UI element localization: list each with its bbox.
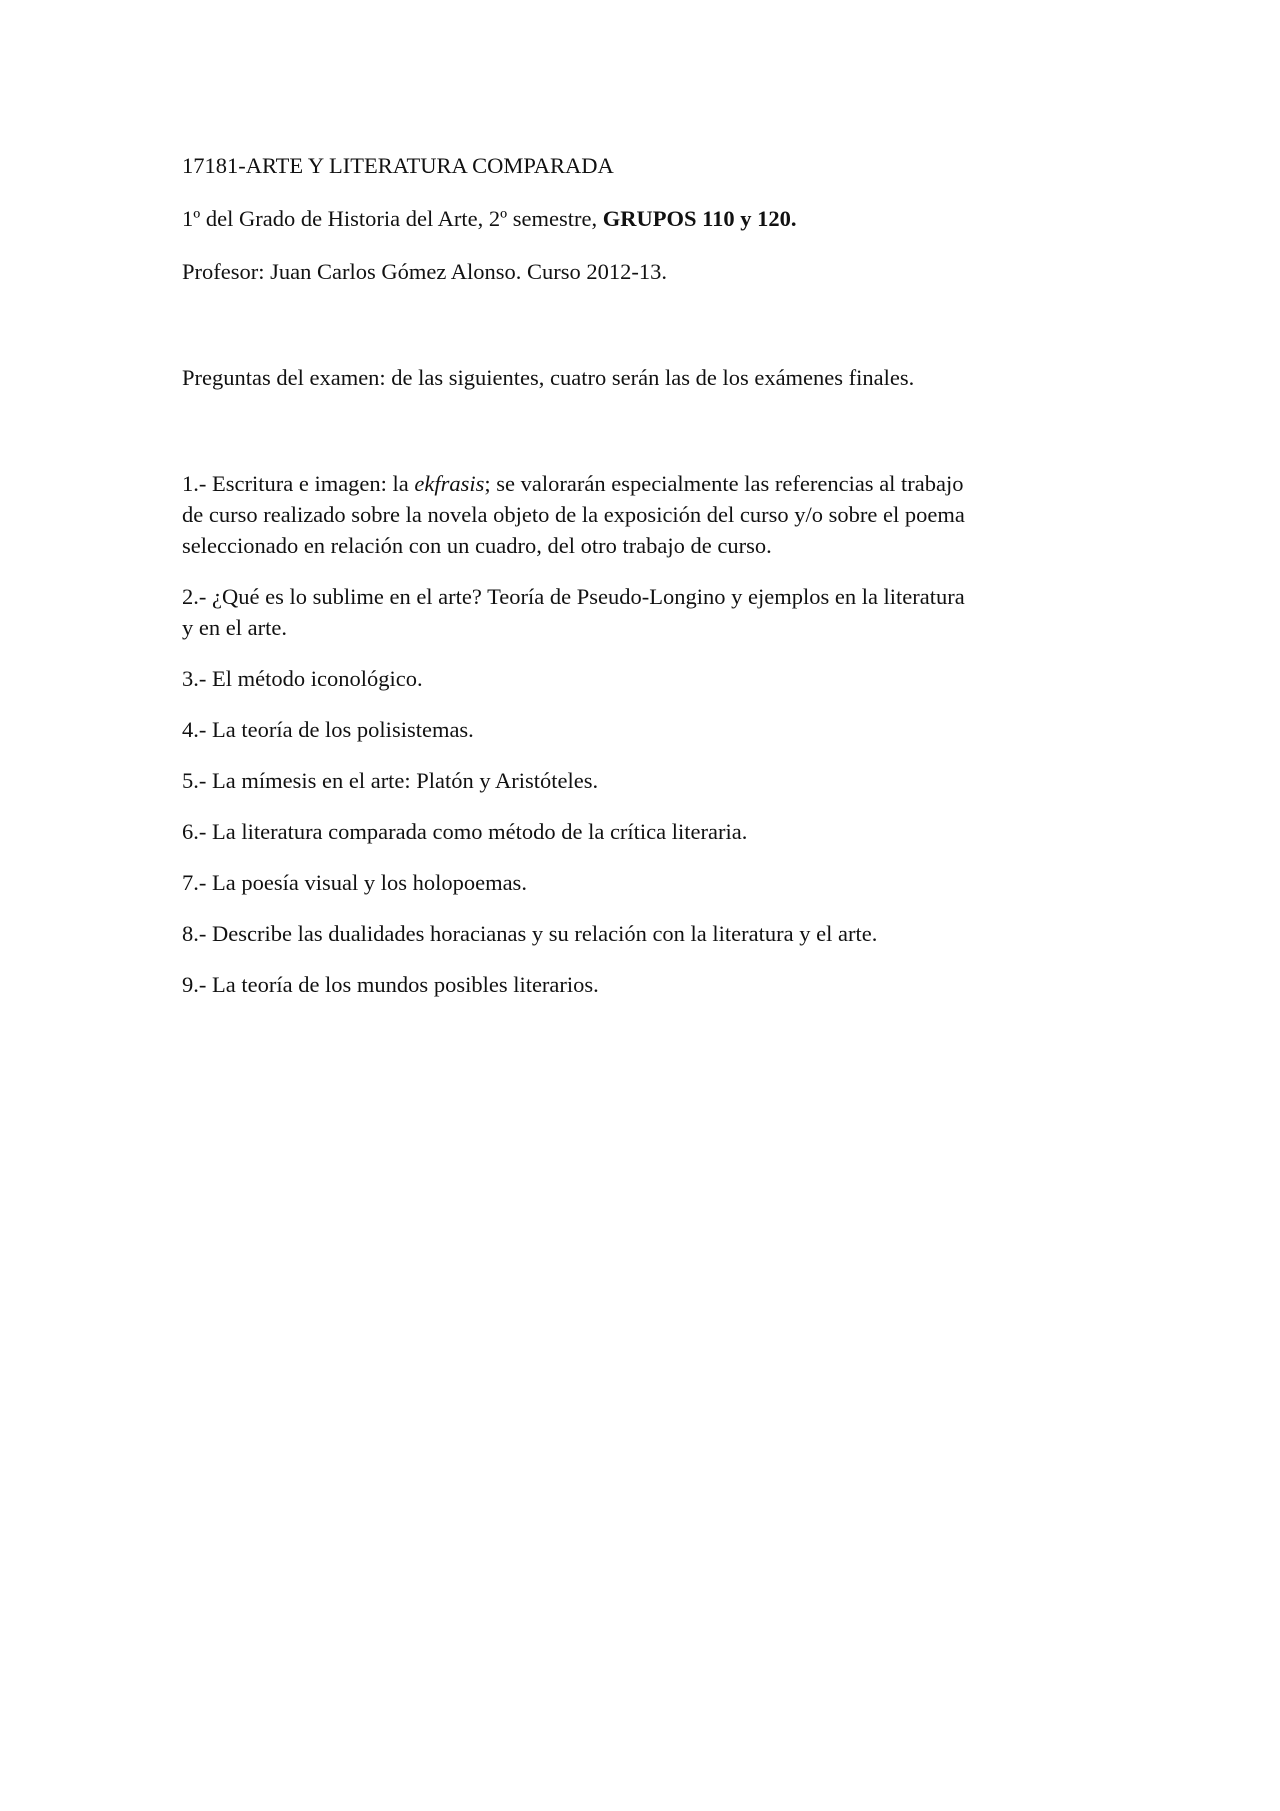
- course-subtitle-plain: 1º del Grado de Historia del Arte, 2º semestre,: [182, 206, 603, 231]
- course-title: 17181-ARTE Y LITERATURA COMPARADA: [182, 153, 614, 178]
- question-2-line-2: y en el arte.: [182, 615, 287, 640]
- document-body: [182, 150, 1102, 1020]
- question-1-line-1: [182, 468, 1102, 499]
- question-3: 3.- El método iconológico.: [182, 666, 423, 691]
- course-subtitle: [182, 203, 1102, 234]
- question-9: 9.- La teoría de los mundos posibles literarios.: [182, 972, 599, 997]
- question-1-italic-term: ekfrasis: [414, 471, 485, 496]
- question-4: 4.- La teoría de los polisistemas.: [182, 717, 474, 742]
- question-1: [182, 468, 1102, 561]
- course-groups: GRUPOS 110 y 120.: [602, 206, 797, 231]
- professor-line: Profesor: Juan Carlos Gómez Alonso. Curso 2012-13.: [182, 259, 667, 284]
- question-2: [182, 581, 1102, 643]
- question-1-after: ; se valorarán especialmente las referencias al trabajo: [484, 471, 964, 496]
- question-8: 8.- Describe las dualidades horacianas y su relación con la literatura y el arte.: [182, 921, 878, 946]
- question-1-before: 1.- Escritura e imagen: la: [182, 471, 415, 496]
- question-5: 5.- La mímesis en el arte: Platón y Aristóteles.: [182, 768, 599, 793]
- question-7: 7.- La poesía visual y los holopoemas.: [182, 870, 527, 895]
- question-2-line-1: 2.- ¿Qué es lo sublime en el arte? Teoría de Pseudo-Longino y ejemplos en la literatura: [182, 584, 965, 609]
- question-6: 6.- La literatura comparada como método de la crítica literaria.: [182, 819, 748, 844]
- question-1-line-2: de curso realizado sobre la novela objeto de la exposición del curso y/o sobre el poema: [182, 502, 965, 527]
- exam-intro: Preguntas del examen: de las siguientes, cuatro serán las de los exámenes finales.: [182, 365, 915, 390]
- question-1-line-3: seleccionado en relación con un cuadro, del otro trabajo de curso.: [182, 533, 772, 558]
